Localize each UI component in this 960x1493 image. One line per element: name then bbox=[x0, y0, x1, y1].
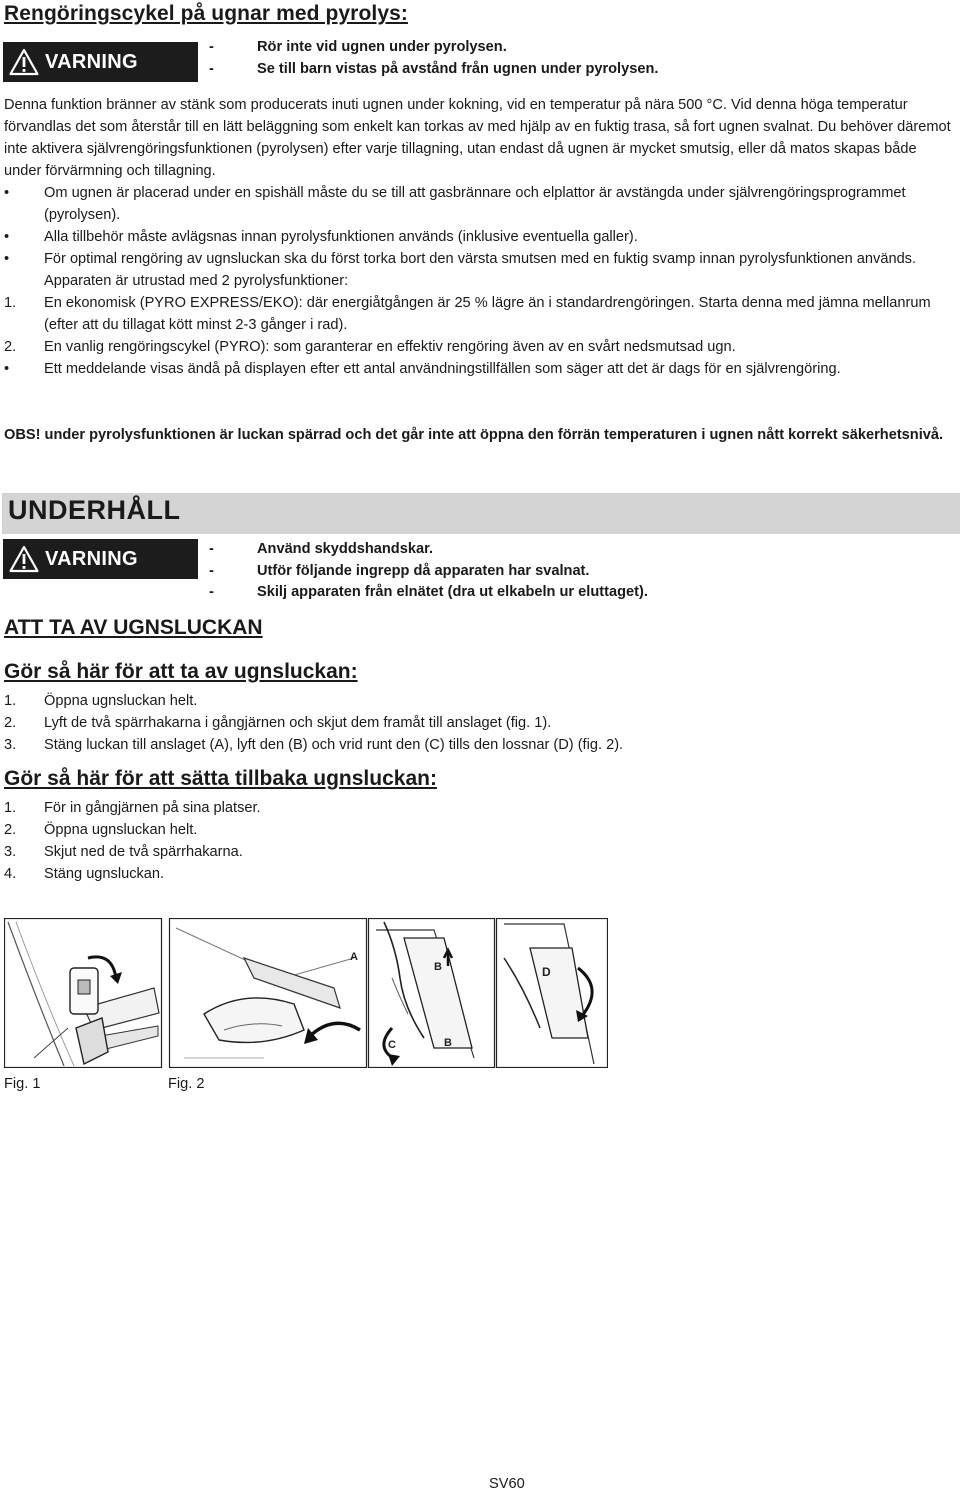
warning-item: - Utför följande ingrepp då apparaten har svalnat. bbox=[209, 562, 590, 579]
list-item: 1. Öppna ugnsluckan helt. bbox=[4, 693, 198, 709]
list-item: 3. Skjut ned de två spärrhakarna. bbox=[4, 844, 243, 860]
warning-item: - Använd skyddshandskar. bbox=[209, 541, 434, 557]
list-item: • För optimal rengöring av ugnsluckan ska du först torka bort den värsta smutsen med en fuktig svamp innan pyrolysfunktionen används. bbox=[4, 251, 917, 267]
procedure-title: Gör så här för att sätta tillbaka ugnsluckan: bbox=[4, 767, 437, 790]
warning-label: VARNING bbox=[45, 547, 138, 570]
warning-label: VARNING bbox=[45, 50, 138, 73]
warning-item: - Rör inte vid ugnen under pyrolysen. bbox=[209, 39, 507, 55]
pyrolysis-notes bbox=[4, 182, 956, 380]
door-removal-illustrations bbox=[4, 918, 608, 1068]
list-item: 2. Öppna ugnsluckan helt. bbox=[4, 822, 198, 838]
warning-badge bbox=[3, 539, 198, 579]
list-item: Apparaten är utrustad med 2 pyrolysfunktioner: bbox=[44, 273, 349, 289]
fig2-step-bc-illustration bbox=[369, 919, 495, 1068]
warning-list bbox=[207, 37, 658, 80]
list-item: 2. Lyft de två spärrhakarna i gångjärnen och skjut dem framåt till anslaget (fig. 1). bbox=[4, 715, 552, 731]
subsection-title: ATT TA AV UGNSLUCKAN bbox=[4, 616, 263, 639]
fig2-step-a-illustration bbox=[170, 919, 367, 1068]
label-b1: B bbox=[434, 961, 442, 973]
list-item: 1. En ekonomisk (PYRO EXPRESS/EKO): där energiåtgången är 25 % lägre än i standardrengöringen. Starta denna med jämna mellanrum (efter att du tillagat kött minst 2-3 gånger i rad). bbox=[4, 295, 931, 333]
intro-paragraph: Denna funktion bränner av stänk som producerats inuti ugnen under kokning, vid en temperatur på nära 500 °C. Vid denna höga temperatur förvandlas det som återstår till en lätt beläggning som enkelt kan torkas av med hjälp av en fuktig trasa, så fort ugnen svalnat. Du behöver däremot inte aktivera självrengöringsfunktionen (pyrolysen) efter varje tillagning, utan endast då ugnen är mycket smutsig, eller då matos skapas både under förvärmning och tillagning. bbox=[4, 97, 951, 179]
list-item: • Ett meddelande visas ändå på displayen efter ett antal användningstillfällen som säger att det är dags för en självrengöring. bbox=[4, 361, 841, 377]
remove-steps bbox=[4, 690, 956, 756]
label-c: C bbox=[388, 1039, 396, 1051]
list-item: 2. En vanlig rengöringscykel (PYRO): som garanterar en effektiv rengöring även av en svårt nedsmutsad ugn. bbox=[4, 339, 736, 355]
fig2-step-d-illustration bbox=[497, 919, 608, 1068]
list-item: • Alla tillbehör måste avlägsnas innan pyrolysfunktionen används (inklusive eventuella galler). bbox=[4, 229, 638, 245]
fig1-caption: Fig. 1 bbox=[4, 1076, 41, 1092]
warning-item: - Se till barn vistas på avstånd från ugnen under pyrolysen. bbox=[209, 60, 659, 77]
warning-badge bbox=[3, 42, 198, 82]
list-item: 1. För in gångjärnen på sina platser. bbox=[4, 800, 261, 816]
obs-note: OBS! under pyrolysfunktionen är luckan spärrad och det går inte att öppna den förrän temperaturen i ugnen nått korrekt säkerhetsnivå. bbox=[4, 427, 944, 443]
warning-list bbox=[207, 539, 648, 604]
list-item: 4. Stäng ugnsluckan. bbox=[4, 866, 165, 882]
fig1-hinge-illustration bbox=[5, 919, 162, 1068]
list-item: 3. Stäng luckan till anslaget (A), lyft den (B) och vrid runt den (C) tills den lossnar (D) (fig. 2). bbox=[4, 737, 624, 753]
label-a: A bbox=[350, 951, 358, 963]
warning-triangle-icon bbox=[9, 48, 39, 76]
label-d: D bbox=[542, 965, 551, 979]
list-item: • Om ugnen är placerad under en spishäll måste du se till att gasbrännare och elplattor är avstängda under självrengöringsprogrammet (pyrolysen). bbox=[4, 185, 906, 223]
warning-triangle-icon bbox=[9, 545, 39, 573]
procedure-title: Gör så här för att ta av ugnsluckan: bbox=[4, 660, 358, 683]
section-title: Rengöringscykel på ugnar med pyrolys: bbox=[4, 2, 408, 25]
label-b2: B bbox=[444, 1037, 452, 1049]
fig2-caption: Fig. 2 bbox=[168, 1076, 205, 1092]
refit-steps bbox=[4, 797, 956, 885]
warning-item: - Skilj apparaten från elnätet (dra ut elkabeln ur eluttaget). bbox=[209, 584, 648, 600]
page-number: SV60 bbox=[489, 1476, 525, 1492]
section-title: UNDERHÅLL bbox=[8, 495, 181, 525]
